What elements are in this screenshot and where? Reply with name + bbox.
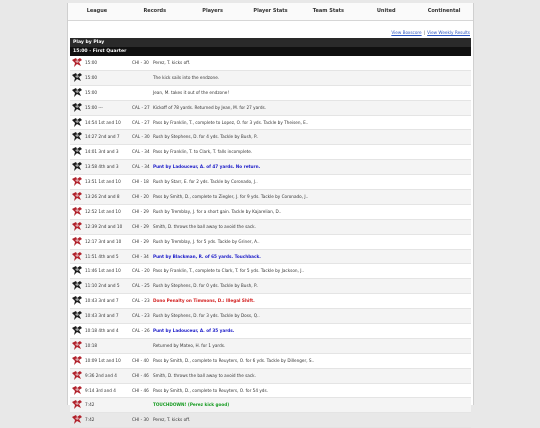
play-position: CHI - 20 <box>132 194 149 200</box>
play-description: TOUCHDOWN! (Perez kick good) <box>153 402 230 408</box>
play-row <box>70 294 471 309</box>
play-description: Pass by Smith, D., complete to Reuyters, O. for 54 yds. <box>153 387 268 393</box>
nav-united[interactable]: United <box>376 8 396 14</box>
play-clock: 12:39 2nd and 10 <box>85 223 123 229</box>
play-row <box>70 56 471 71</box>
play-row <box>70 339 471 354</box>
play-description: Dono Penalty on Timmons, D.: Illegal Shift. <box>153 298 255 304</box>
play-row <box>70 398 471 413</box>
link-separator: | <box>423 30 426 35</box>
red-wing-icon <box>71 206 83 217</box>
play-clock: 12:17 3rd and 10 <box>85 238 122 244</box>
play-position: CHI - 29 <box>132 208 149 214</box>
play-clock: 15:00 <box>85 74 98 80</box>
play-clock: 15:00 --- <box>85 104 103 110</box>
play-row <box>70 116 471 131</box>
play-row <box>70 384 471 399</box>
play-clock: 10:43 3rd and 7 <box>85 313 119 319</box>
play-clock: 13:26 2nd and 8 <box>85 194 120 200</box>
black-wing-icon <box>71 131 83 142</box>
play-clock: 14:01 3rd and 3 <box>85 149 119 155</box>
black-wing-icon <box>71 310 83 321</box>
black-wing-icon <box>71 265 83 276</box>
play-clock: 14:27 2nd and 7 <box>85 134 120 140</box>
play-clock: 15:00 <box>85 60 98 65</box>
play-position: CAL - 20 <box>132 268 150 274</box>
play-row <box>70 86 471 101</box>
play-row <box>70 279 471 294</box>
play-clock: 10:43 3rd and 7 <box>85 298 119 304</box>
black-wing-icon <box>71 325 83 336</box>
play-clock: 9:36 2nd and 4 <box>85 372 117 378</box>
play-row <box>70 205 471 220</box>
play-list <box>70 56 471 428</box>
black-wing-icon <box>71 72 83 83</box>
play-description: The kick sails into the endzone. <box>153 74 220 80</box>
play-clock: 13:58 4th and 3 <box>85 164 119 170</box>
play-row <box>70 309 471 324</box>
play-description: Rush by Tremblay, J. for 5 yds. Tackle by Griner, A.. <box>153 238 260 244</box>
nav-players[interactable]: Players <box>202 8 223 14</box>
play-row <box>70 264 471 279</box>
play-clock: 10:09 1st and 10 <box>85 357 121 363</box>
play-position: CAL - 27 <box>132 119 150 125</box>
play-description: Rush by Stephens, D. for 3 yds. Tackle by Doss, Q.. <box>153 313 260 319</box>
play-clock: 7:42 <box>85 402 95 408</box>
play-position: CAL - 27 <box>132 104 150 110</box>
play-description: Jean, M. takes it out of the endzone! <box>153 89 229 95</box>
play-description: Smith, D. throws the ball away to avoid the sack. <box>153 372 256 378</box>
top-nav <box>68 3 473 21</box>
play-row <box>70 71 471 86</box>
play-description: Pass by Franklin, T. to Clark, T. falls incomplete. <box>153 149 253 155</box>
nav-team-stats[interactable]: Team Stats <box>312 8 344 14</box>
section-header: Play by Play <box>70 38 471 47</box>
play-row <box>70 145 471 160</box>
red-wing-icon <box>71 236 83 247</box>
play-position: CAL - 34 <box>132 164 150 170</box>
play-clock: 11:10 2nd and 5 <box>85 283 120 289</box>
black-wing-icon <box>71 295 83 306</box>
play-description: Returned by Mateo, H. for 1 yards. <box>153 342 226 348</box>
play-clock: 10:18 <box>85 342 98 348</box>
play-description: Punt by Ladouceur, A. of 47 yards. No return. <box>153 164 261 170</box>
play-row <box>70 130 471 145</box>
quarter-header: 15:00 - First Quarter <box>70 47 471 56</box>
nav-records[interactable]: Records <box>143 8 167 14</box>
red-wing-icon <box>71 191 83 202</box>
play-row <box>70 220 471 235</box>
red-wing-icon <box>71 385 83 396</box>
play-clock: 11:51 4th and 5 <box>85 253 119 259</box>
black-wing-icon <box>71 117 83 128</box>
black-wing-icon <box>71 146 83 157</box>
red-wing-icon <box>71 370 83 381</box>
play-position: CAL - 23 <box>132 313 150 319</box>
play-row <box>70 101 471 116</box>
view-weekly-results-link[interactable]: View Weekly Results <box>427 30 470 35</box>
play-position: CHI - 18 <box>132 179 149 185</box>
play-position: CHI - 29 <box>132 223 149 229</box>
play-clock: 7:42 <box>85 417 95 423</box>
play-clock: 15:00 <box>85 89 98 95</box>
play-description: Punt by Ladouceur, A. of 35 yards. <box>153 328 235 334</box>
play-position: CHI - 30 <box>132 60 149 65</box>
play-row <box>70 369 471 384</box>
play-position: CHI - 46 <box>132 372 149 378</box>
red-wing-icon <box>71 399 83 410</box>
play-row <box>70 235 471 250</box>
red-wing-icon <box>71 355 83 366</box>
black-wing-icon <box>71 161 83 172</box>
play-position: CAL - 34 <box>132 149 150 155</box>
play-position: CAL - 30 <box>132 134 150 140</box>
play-description: Perez, T. kicks off. <box>153 60 191 65</box>
red-wing-icon <box>71 57 83 68</box>
view-boxscore-link[interactable]: View Boxscore <box>391 30 422 35</box>
play-position: CAL - 25 <box>132 283 150 289</box>
red-wing-icon <box>71 414 83 425</box>
play-position: CHI - 40 <box>132 357 149 363</box>
play-row <box>70 413 471 428</box>
play-row <box>70 175 471 190</box>
nav-league[interactable]: League <box>86 8 108 14</box>
nav-continental[interactable]: Continental <box>427 8 461 14</box>
play-position: CHI - 34 <box>132 253 149 259</box>
play-clock: 14:54 1st and 10 <box>85 119 121 125</box>
play-position: CAL - 23 <box>132 298 150 304</box>
play-row <box>70 250 471 265</box>
play-position: CAL - 26 <box>132 328 150 334</box>
play-row <box>70 324 471 339</box>
play-clock: 10:18 4th and 4 <box>85 328 119 334</box>
nav-player-stats[interactable]: Player Stats <box>253 8 288 14</box>
play-row <box>70 160 471 175</box>
play-description: Smith, D. throws the ball away to avoid the sack. <box>153 223 256 229</box>
play-description: Punt by Blackman, R. of 65 yards. Touchback. <box>153 253 261 259</box>
play-clock: 12:52 1st and 10 <box>85 208 121 214</box>
play-description: Kickoff of 78 yards. Returned by Jean, M. for 27 yards. <box>153 104 266 110</box>
play-row <box>70 354 471 369</box>
play-description: Pass by Franklin, T., complete to Clark, T. for 5 yds. Tackle by Jackson, J.. <box>153 268 305 274</box>
play-description: Rush by Stephens, D. for 4 yds. Tackle by Bush, P.. <box>153 134 259 140</box>
play-position: CHI - 29 <box>132 238 149 244</box>
play-clock: 13:51 1st and 10 <box>85 179 121 185</box>
play-row <box>70 190 471 205</box>
play-position: CHI - 30 <box>132 417 149 423</box>
black-wing-icon <box>71 102 83 113</box>
play-description: Rush by Tremblay, J. for a short gain. Tackle by Kajarelian, D.. <box>153 208 282 214</box>
result-links <box>68 21 473 38</box>
play-description: Rush by Starr, E. for 2 yds. Tackle by Coronado, J.. <box>153 179 258 185</box>
black-wing-icon <box>71 87 83 98</box>
play-clock: 11:46 1st and 10 <box>85 268 121 274</box>
page-container <box>67 3 474 423</box>
play-description: Pass by Smith, D., complete to Reuyters, O. for 6 yds. Tackle by Dillenger, S.. <box>153 357 315 363</box>
play-description: Perez, T. kicks off. <box>153 417 191 423</box>
red-wing-icon <box>71 176 83 187</box>
play-clock: 9:14 3rd and 4 <box>85 387 116 393</box>
red-wing-icon <box>71 340 83 351</box>
play-description: Pass by Smith, D., complete to Ziegler, J. for 9 yds. Tackle by Coronado, J.. <box>153 194 309 200</box>
black-wing-icon <box>71 280 83 291</box>
red-wing-icon <box>71 221 83 232</box>
play-description: Pass by Franklin, T., complete to Lopez, O. for 3 yds. Tackle by Theisen, E.. <box>153 119 309 125</box>
play-position: CHI - 46 <box>132 387 149 393</box>
play-description: Rush by Stephens, D. for 0 yds. Tackle by Bush, P.. <box>153 283 259 289</box>
red-wing-icon <box>71 251 83 262</box>
